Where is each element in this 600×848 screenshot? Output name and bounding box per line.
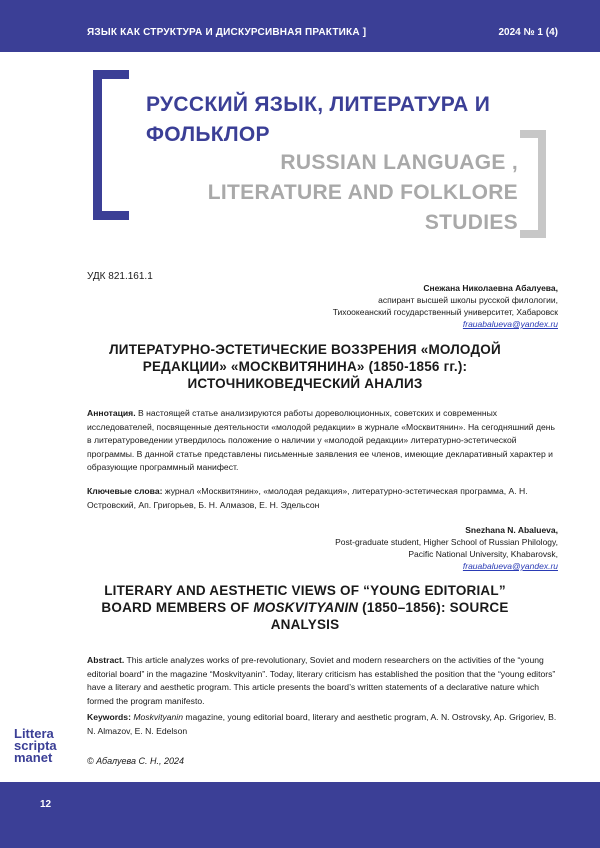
- logo-line3: manet: [14, 750, 53, 765]
- article-title-ru: [80, 341, 530, 392]
- abstract-en-text: This article analyzes works of pre-revolutionary, Soviet and modern researchers on the activities of the “young editorial board” in the magazine “Moskvityanin”. Today, literary criticism has established the position that the “young editors” have a literary and aesthetic program. This article presents the board’s written statements of a declarative nature which formed the program manifesto.: [87, 655, 556, 706]
- keywords-ru-label: Ключевые слова:: [87, 486, 163, 496]
- author-position-en: Post-graduate student, Higher School of Russian Philology,: [335, 537, 558, 547]
- section-title-en-line1: RUSSIAN LANGUAGE ,: [280, 151, 518, 174]
- section-title-en: [180, 148, 518, 238]
- keywords-en: [87, 711, 558, 738]
- abstract-ru-text: В настоящей статье анализируются работы дореволюционных, советских и современных исследователей, посвященные деятельности «молодой редакции» в журнале «Москвитянин». На сегодняшний день в литературоведении утвердилось положение о наличии у «молодой редакции» литературно-эстетической программы. В данной статье представлены письменные заявления ее членов, имеющие декларативный характер и образующие программный манифест.: [87, 408, 555, 473]
- abstract-ru-label: Аннотация.: [87, 408, 136, 418]
- section-title-ru-line1: РУССКИЙ ЯЗЫК, ЛИТЕРАТУРА И: [146, 93, 491, 116]
- section-title-ru-line2: ФОЛЬКЛОР: [146, 123, 270, 146]
- article-title-ru-line2: РЕДАКЦИИ» «МОСКВИТЯНИНА» (1850-1856 гг.):: [142, 359, 468, 374]
- page-number: 12: [40, 799, 52, 810]
- author-name-ru: Снежана Николаевна Абалуева,: [423, 283, 558, 293]
- article-title-en-journal: MOSKVITYANIN: [253, 600, 359, 615]
- abstract-en: [87, 654, 558, 708]
- journal-logo: [14, 728, 78, 764]
- author-info-en: [138, 524, 558, 572]
- article-title-en: [80, 582, 530, 633]
- author-email-ru[interactable]: frauabalueva@yandex.ru: [462, 319, 558, 329]
- author-affiliation-ru: Тихоокеанский государственный университет, Хабаровск: [332, 307, 558, 317]
- keywords-ru-text: журнал «Москвитянин», «молодая редакция», литературно-эстетическая программа, А. Н. Островский, Ап. Григорьев, Б. Н. Алмазов, Е. Н. Эдельсон: [87, 486, 528, 510]
- keywords-en-text: magazine, young editorial board, literary and aesthetic program, A. N. Ostrovsky, Ap. Grigoriev, B. N. Almazov, E. N. Edelson: [87, 712, 557, 736]
- abstract-en-label: Abstract.: [87, 655, 125, 665]
- author-email-en[interactable]: frauabalueva@yandex.ru: [462, 561, 558, 571]
- author-affiliation-en: Pacific National University, Khabarovsk,: [408, 549, 558, 559]
- keywords-en-label: Keywords:: [87, 712, 131, 722]
- article-title-en-line1: LITERARY AND AESTHETIC VIEWS OF “YOUNG EDITORIAL”: [104, 583, 506, 598]
- udk-code: УДК 821.161.1: [87, 271, 153, 282]
- article-title-ru-line1: ЛИТЕРАТУРНО-ЭСТЕТИЧЕСКИЕ ВОЗЗРЕНИЯ «МОЛОДОЙ: [109, 342, 501, 357]
- author-info-ru: [138, 282, 558, 330]
- article-title-ru-line3: ИСТОЧНИКОВЕДЧЕСКИЙ АНАЛИЗ: [187, 376, 423, 391]
- article-title-en-line3: ANALYSIS: [270, 617, 340, 632]
- header-bar: [0, 0, 600, 52]
- article-title-en-line2-post: (1850–1856): SOURCE: [358, 600, 509, 615]
- section-title-en-line2: LITERATURE AND FOLKLORE: [207, 181, 518, 204]
- keywords-ru: [87, 485, 558, 512]
- logo-line1: Littera: [14, 726, 54, 741]
- logo-line2: scripta: [14, 738, 57, 753]
- author-name-en: Snezhana N. Abalueva,: [465, 525, 558, 535]
- issue-number: 2024 № 1 (4): [498, 27, 558, 38]
- copyright-notice: © Абалуева С. Н., 2024: [87, 756, 185, 766]
- keywords-en-journal: Moskvityanin: [130, 712, 183, 722]
- article-title-en-line2: [80, 599, 530, 616]
- article-title-en-line2-pre: BOARD MEMBERS OF: [101, 600, 254, 615]
- abstract-ru: [87, 407, 558, 475]
- author-position-ru: аспирант высшей школы русской филологии,: [378, 295, 558, 305]
- left-bracket-decoration: [93, 70, 129, 220]
- section-title-ru: [146, 90, 546, 150]
- footer-bar: [0, 782, 600, 848]
- journal-title: ЯЗЫК КАК СТРУКТУРА И ДИСКУРСИВНАЯ ПРАКТИКА ]: [87, 27, 367, 38]
- section-title-en-line3: STUDIES: [424, 211, 518, 234]
